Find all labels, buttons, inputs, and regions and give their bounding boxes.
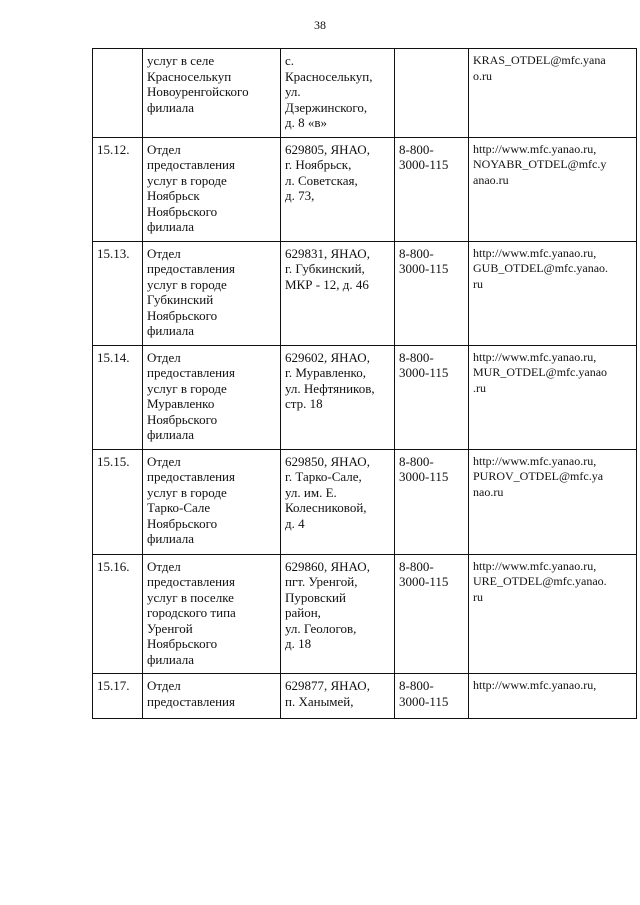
office-address-line: л. Советская, (285, 172, 358, 188)
office-address-line: ул. Геологов, (285, 620, 357, 636)
office-name-line: Ноябрьского (147, 411, 218, 427)
table-row (93, 345, 637, 449)
office-address-line: пгт. Уренгой, (285, 574, 358, 589)
office-phone (395, 241, 469, 345)
office-name-line: Ноябрьского (147, 203, 218, 219)
office-name (143, 241, 281, 345)
office-phone (395, 345, 469, 449)
office-name (143, 449, 281, 554)
office-phone-line: 8-800- (399, 453, 434, 469)
office-name (143, 137, 281, 241)
office-address-line: ул. им. Е. (285, 484, 337, 500)
office-name-line: филиала (147, 99, 194, 115)
office-name-line: Губкинский (147, 292, 214, 307)
office-phone (395, 674, 469, 719)
row-number: 15.17. (93, 674, 143, 719)
office-phone (395, 554, 469, 674)
office-phone (395, 137, 469, 241)
office-address-line: Дзержинского, (285, 99, 368, 115)
office-contacts-line: o.ru (473, 68, 492, 83)
office-contacts-line: http://www.mfc.yanao.ru, (473, 141, 597, 156)
office-name-line: городского типа (147, 605, 236, 620)
office-name-line: предоставления (147, 365, 235, 380)
row-number: 15.15. (93, 449, 143, 554)
office-address (281, 241, 395, 345)
office-contacts (469, 345, 637, 449)
office-contacts-line: http://www.mfc.yanao.ru, (473, 453, 597, 468)
table-row (93, 554, 637, 674)
office-address-line: Колесниковой, (285, 500, 367, 515)
office-contacts-line: KRAS_OTDEL@mfc.yana (473, 53, 606, 67)
office-phone-line: 3000-115 (399, 157, 449, 172)
office-contacts-line: http://www.mfc.yanao.ru, (473, 678, 597, 692)
office-phone-line: 8-800- (399, 678, 434, 693)
office-contacts-line: ru (473, 589, 483, 604)
office-address-line: район, (285, 605, 321, 620)
office-name-line: Новоуренгойского (147, 84, 249, 99)
row-number: 15.12. (93, 137, 143, 241)
office-address-line: г. Тарко-Сале, (285, 469, 362, 484)
office-phone (395, 449, 469, 554)
office-name-line: филиала (147, 219, 194, 234)
office-contacts-line: anao.ru (473, 172, 509, 187)
office-phone-line: 8-800- (399, 245, 434, 261)
office-contacts-line: URE_OTDEL@mfc.yanao. (473, 574, 607, 588)
table-row (93, 137, 637, 241)
office-name-line: Отдел (147, 245, 181, 261)
office-address-line: Красноселькуп, (285, 68, 373, 84)
office-address-line: 629805, ЯНАО, (285, 141, 370, 157)
office-address-line: 629602, ЯНАО, (285, 349, 370, 365)
office-contacts-line: http://www.mfc.yanao.ru, (473, 558, 597, 573)
office-phone-line: 3000-115 (399, 469, 449, 484)
office-name-line: Отдел (147, 678, 181, 693)
office-address-line: 629877, ЯНАО, (285, 678, 370, 693)
office-name (143, 49, 281, 138)
row-number (93, 49, 143, 138)
office-name-line: Тарко-Сале (147, 500, 211, 515)
office-name-line: Уренгой (147, 620, 193, 636)
office-name-line: Отдел (147, 558, 181, 574)
office-address (281, 345, 395, 449)
office-contacts-line: nao.ru (473, 484, 504, 499)
office-address-line: д. 8 «в» (285, 115, 328, 130)
table-row (93, 449, 637, 554)
office-phone (395, 49, 469, 138)
office-name-line: услуг в поселке (147, 589, 234, 605)
office-contacts-line: http://www.mfc.yanao.ru, (473, 349, 597, 364)
office-address (281, 674, 395, 719)
office-name-line: услуг в городе (147, 172, 227, 188)
office-name-line: Красноселькуп (147, 68, 232, 84)
office-contacts-line: MUR_OTDEL@mfc.yanao (473, 365, 608, 379)
office-contacts (469, 449, 637, 554)
office-address-line: г. Муравленко, (285, 365, 366, 380)
row-number: 15.13. (93, 241, 143, 345)
office-address (281, 49, 395, 138)
row-number: 15.16. (93, 554, 143, 674)
table-row (93, 49, 637, 138)
office-address-line: с. (285, 53, 295, 68)
office-name-line: предоставления (147, 157, 235, 172)
office-name-line: Ноябрьск (147, 188, 200, 203)
office-contacts-line: .ru (473, 380, 486, 395)
office-name-line: услуг в селе (147, 53, 215, 68)
office-address-line: п. Ханымей, (285, 693, 354, 709)
office-address-line: 629860, ЯНАО, (285, 558, 370, 574)
office-name-line: предоставления (147, 574, 235, 589)
office-address-line: стр. 18 (285, 396, 323, 411)
office-name (143, 674, 281, 719)
office-phone-line: 8-800- (399, 141, 434, 157)
office-name-line: филиала (147, 531, 194, 546)
office-name-line: филиала (147, 427, 194, 442)
offices-table (92, 48, 637, 719)
office-contacts-line: ru (473, 276, 483, 291)
office-address (281, 554, 395, 674)
page-number: 38 (314, 18, 326, 32)
row-number: 15.14. (93, 345, 143, 449)
office-name-line: Отдел (147, 141, 181, 157)
office-contacts-line: PUROV_OTDEL@mfc.ya (473, 469, 604, 483)
office-name-line: предоставления (147, 469, 235, 484)
office-name (143, 554, 281, 674)
table-row (93, 241, 637, 345)
office-address-line: 629850, ЯНАО, (285, 453, 370, 469)
office-contacts (469, 137, 637, 241)
office-name-line: услуг в городе (147, 484, 227, 500)
office-address-line: г. Губкинский, (285, 261, 365, 276)
office-address-line: 629831, ЯНАО, (285, 245, 370, 261)
office-phone-line: 3000-115 (399, 693, 449, 709)
office-address-line: Пуровский (285, 589, 346, 605)
office-phone-line: 3000-115 (399, 574, 449, 589)
table-row (93, 674, 637, 719)
office-name-line: филиала (147, 651, 194, 667)
office-address-line: д. 18 (285, 636, 312, 651)
office-name-line: Ноябрьского (147, 307, 218, 323)
office-phone-line: 3000-115 (399, 365, 449, 380)
office-address-line: МКР - 12, д. 46 (285, 276, 369, 292)
office-name-line: предоставления (147, 693, 235, 709)
office-address-line: г. Ноябрьск, (285, 157, 352, 172)
office-phone-line: 8-800- (399, 349, 434, 365)
office-contacts-line: http://www.mfc.yanao.ru, (473, 245, 597, 260)
office-address-line: д. 4 (285, 515, 305, 531)
office-name-line: Ноябрьского (147, 515, 218, 531)
office-contacts (469, 241, 637, 345)
office-name-line: Муравленко (147, 396, 215, 411)
office-phone-line: 8-800- (399, 558, 434, 574)
office-contacts (469, 674, 637, 719)
office-name (143, 345, 281, 449)
office-name-line: услуг в городе (147, 380, 227, 396)
office-name-line: предоставления (147, 261, 235, 276)
office-name-line: Отдел (147, 453, 181, 469)
office-contacts-line: GUB_OTDEL@mfc.yanao. (473, 261, 609, 275)
office-name-line: Ноябрьского (147, 636, 218, 651)
office-name-line: филиала (147, 323, 194, 338)
office-address (281, 449, 395, 554)
office-name-line: услуг в городе (147, 276, 227, 292)
office-contacts-line: NOYABR_OTDEL@mfc.y (473, 157, 607, 171)
office-phone-line: 3000-115 (399, 261, 449, 276)
office-address (281, 137, 395, 241)
office-name-line: Отдел (147, 349, 181, 365)
office-contacts (469, 49, 637, 138)
office-address-line: ул. Нефтяников, (285, 380, 375, 396)
office-address-line: ул. (285, 84, 301, 99)
office-address-line: д. 73, (285, 188, 315, 203)
office-contacts (469, 554, 637, 674)
